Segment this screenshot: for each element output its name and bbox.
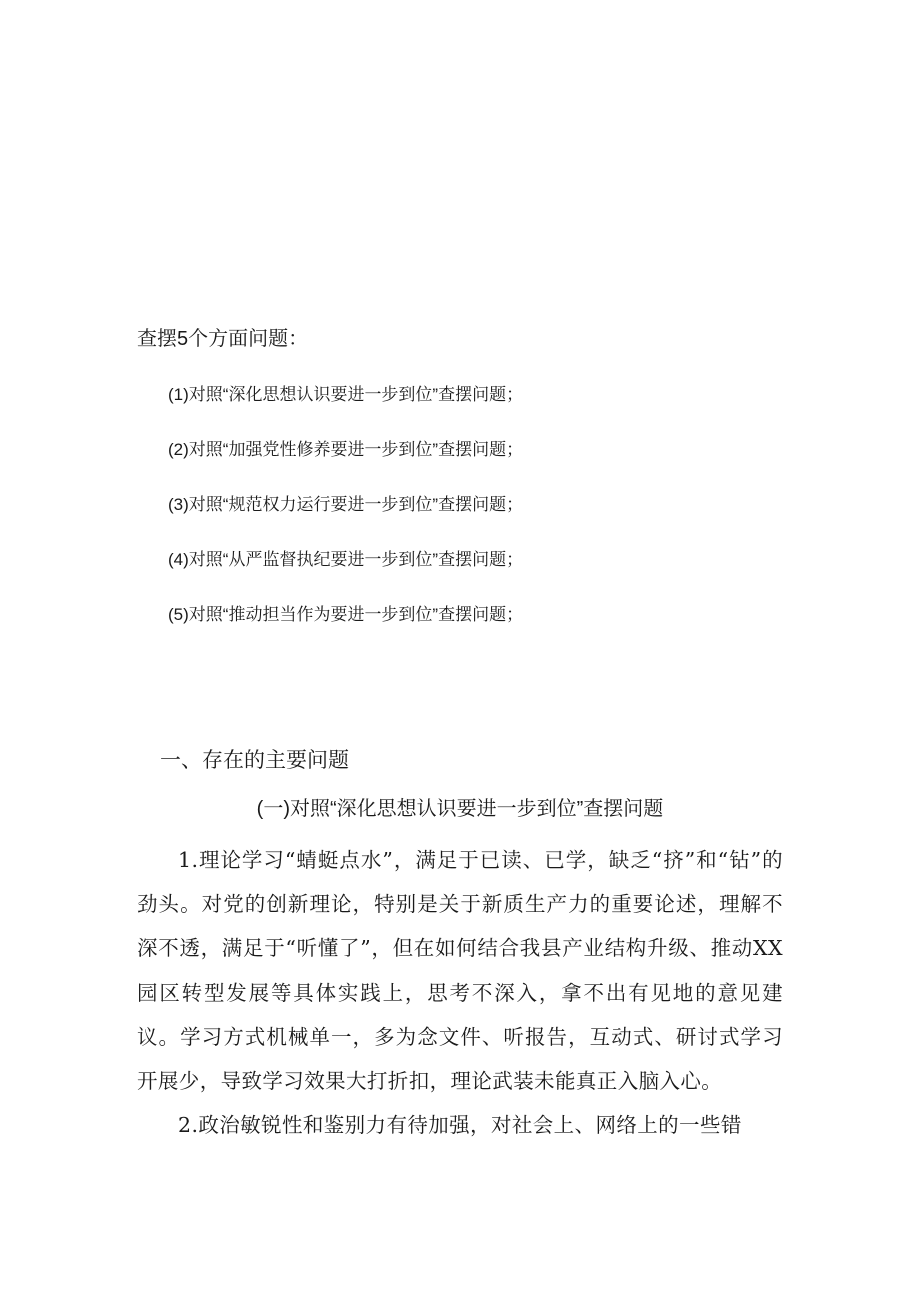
aspect-item-1: (1)对照“深化思想认识要进一步到位”查摆问题； <box>168 385 524 404</box>
section-heading: 一、存在的主要问题 <box>160 749 349 772</box>
aspect-list <box>168 382 523 657</box>
aspect-item-3: (3)对照“规范权力运行要进一步到位”查摆问题； <box>168 495 524 514</box>
aspect-item-4: (4)对照“从严监督执纪要进一步到位”查摆问题； <box>168 550 524 569</box>
aspect-item-2: (2)对照“加强党性修养要进一步到位”查摆问题； <box>168 440 524 459</box>
aspect-item-5: (5)对照“推动担当作为要进一步到位”查摆问题； <box>168 605 524 624</box>
body-text <box>137 838 783 1147</box>
section-subheading: (一)对照“深化思想认识要进一步到位”查摆问题 <box>256 798 664 820</box>
body-paragraph-2: 2.政治敏锐性和鉴别力有待加强，对社会上、网络上的一些错 <box>178 1113 742 1138</box>
body-paragraph-1: 1.理论学习“蜻蜓点水”，满足于已读、已学，缺乏“挤”和“钻”的劲头。对党的创新理论，特别是关于新质生产力的重要论述，理解不深不透，满足于“听懂了”，但在如何结合我县产业结构升级、推动XX园区转型发展等具体实践上，思考不深入，拿不出有见地的意见建议。学习方式机械单一，多为念文件、听报告，互动式、研讨式学习开展少，导致学习效果大打折扣，理论武装未能真正入脑入心。 <box>137 848 783 1094</box>
intro-title: 查摆5个方面问题： <box>137 328 309 350</box>
